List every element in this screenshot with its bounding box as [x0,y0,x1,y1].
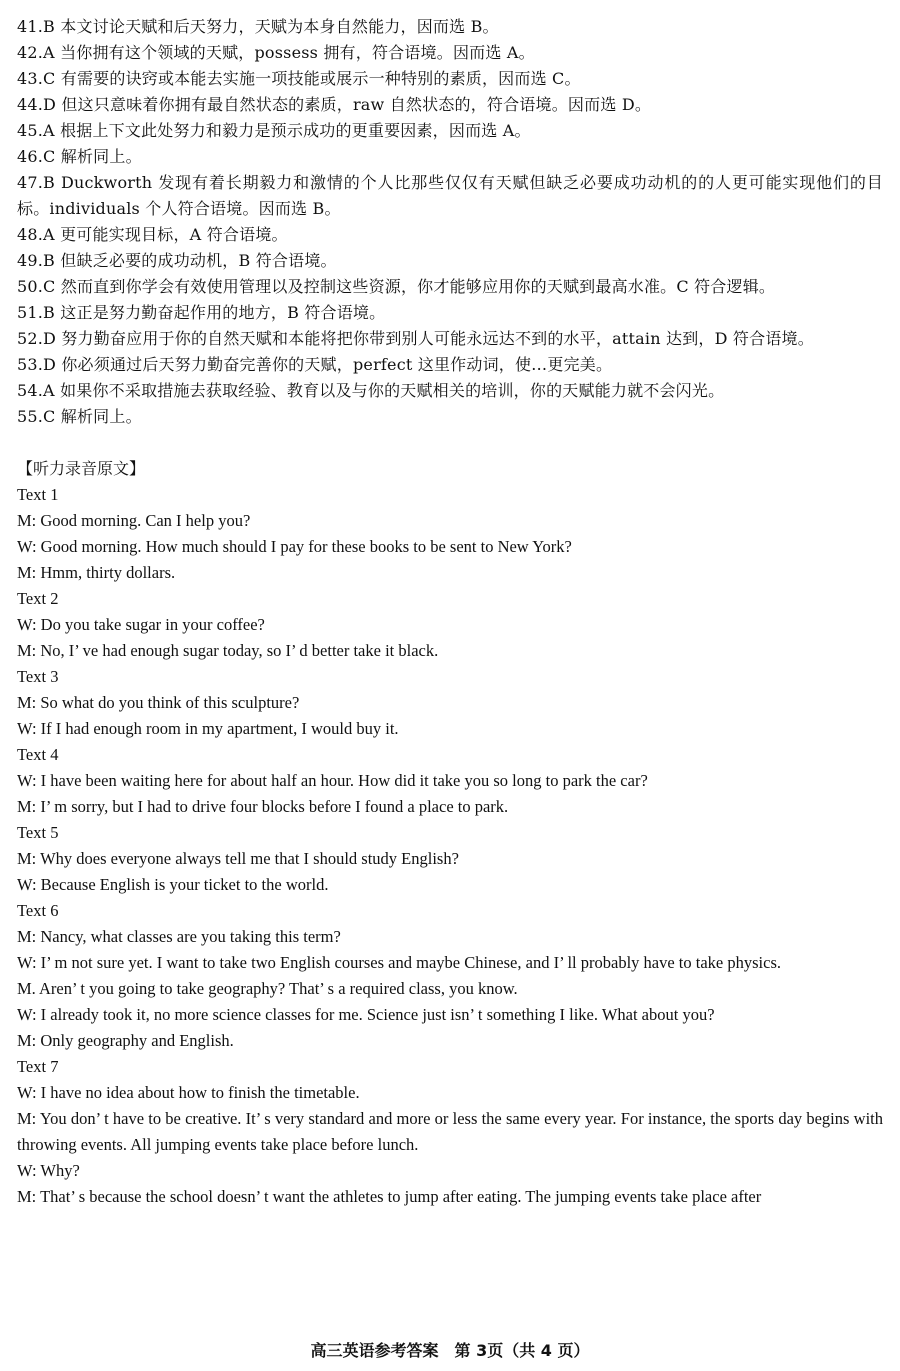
document-page [17,14,883,1210]
answer-44: 44.D 但这只意味着你拥有最自然状态的素质，raw 自然状态的，符合语境。因而选 D。 [17,95,652,114]
transcript-text-label: Text 3 [17,667,59,686]
transcript-line: M: Why does everyone always tell me that I should study English? [17,849,459,868]
answer-41: 41.B 本文讨论天赋和后天努力，天赋为本身自然能力，因而选 B。 [17,17,499,36]
transcript-line: M: I’ m sorry, but I had to drive four blocks before I found a place to park. [17,797,509,816]
answer-54: 54.A 如果你不采取措施去获取经验、教育以及与你的天赋相关的培训，你的天赋能力就不会闪光。 [17,381,725,400]
transcript-text-label: Text 7 [17,1057,59,1076]
transcript-line: M: Good morning. Can I help you? [17,511,251,530]
transcript-line: W: I have been waiting here for about half an hour. How did it take you so long to park the car? [17,771,648,790]
transcript-text-label: Text 6 [17,901,59,920]
transcript-line: M: Nancy, what classes are you taking this term? [17,927,341,946]
transcript-line: M: So what do you think of this sculpture? [17,693,300,712]
answer-50: 50.C 然而直到你学会有效使用管理以及控制这些资源，你才能够应用你的天赋到最高水准。C 符合逻辑。 [17,277,776,296]
answer-48: 48.A 更可能实现目标，A 符合语境。 [17,225,288,244]
transcript-text-label: Text 1 [17,485,59,504]
answer-explanations [17,14,883,430]
transcript-line: W: I already took it, no more science classes for me. Science just isn’ t something I like. What about you? [17,1005,715,1024]
transcript-line: M: You don’ t have to be creative. It’ s very standard and more or less the same every year. For instance, the sports day begins with throwing events. All jumping events take place before lunch. [17,1109,883,1154]
transcript-line: M. Aren’ t you going to take geography? That’ s a required class, you know. [17,979,518,998]
transcript-line: W: I have no idea about how to finish the timetable. [17,1083,360,1102]
answer-42: 42.A 当你拥有这个领域的天赋，possess 拥有，符合语境。因而选 A。 [17,43,535,62]
answer-45: 45.A 根据上下文此处努力和毅力是预示成功的更重要因素，因而选 A。 [17,121,531,140]
transcript-text-label: Text 2 [17,589,59,608]
transcript-line: W: Good morning. How much should I pay for these books to be sent to New York? [17,537,572,556]
transcript-line: W: Because English is your ticket to the world. [17,875,329,894]
answer-46: 46.C 解析同上。 [17,147,142,166]
transcript-line: M: No, I’ ve had enough sugar today, so I’ d better take it black. [17,641,439,660]
answer-52: 52.D 努力勤奋应用于你的自然天赋和本能将把你带到别人可能永远达不到的水平，attain 达到，D 符合语境。 [17,329,814,348]
transcript-title: 【听力录音原文】 [17,459,146,478]
transcript-line: W: I’ m not sure yet. I want to take two English courses and maybe Chinese, and I’ ll probably have to take physics. [17,953,781,972]
answer-51: 51.B 这正是努力勤奋起作用的地方，B 符合语境。 [17,303,386,322]
transcript-line: W: Do you take sugar in your coffee? [17,615,265,634]
section-gap [17,430,883,456]
transcript-line: W: If I had enough room in my apartment, I would buy it. [17,719,399,738]
answer-49: 49.B 但缺乏必要的成功动机，B 符合语境。 [17,251,337,270]
transcript-line: M: Only geography and English. [17,1031,234,1050]
page-footer: 高三英语参考答案 第 3页（共 4 页） [310,1341,590,1360]
answer-43: 43.C 有需要的诀窍或本能去实施一项技能或展示一种特别的素质，因而选 C。 [17,69,581,88]
answer-55: 55.C 解析同上。 [17,407,142,426]
answer-47: 47.B Duckworth 发现有着长期毅力和激情的个人比那些仅仅有天赋但缺乏必要成功动机的的人更可能实现他们的目标。individuals 个人符合语境。因而选 B。 [17,173,883,218]
transcript-line: M: Hmm, thirty dollars. [17,563,176,582]
listening-transcript [17,482,883,1210]
transcript-text-label: Text 5 [17,823,59,842]
answer-53: 53.D 你必须通过后天努力勤奋完善你的天赋，perfect 这里作动词，使…更完美。 [17,355,613,374]
transcript-line: M: That’ s because the school doesn’ t want the athletes to jump after eating. The jumping events take place after [17,1187,762,1206]
transcript-line: W: Why? [17,1161,80,1180]
transcript-text-label: Text 4 [17,745,59,764]
